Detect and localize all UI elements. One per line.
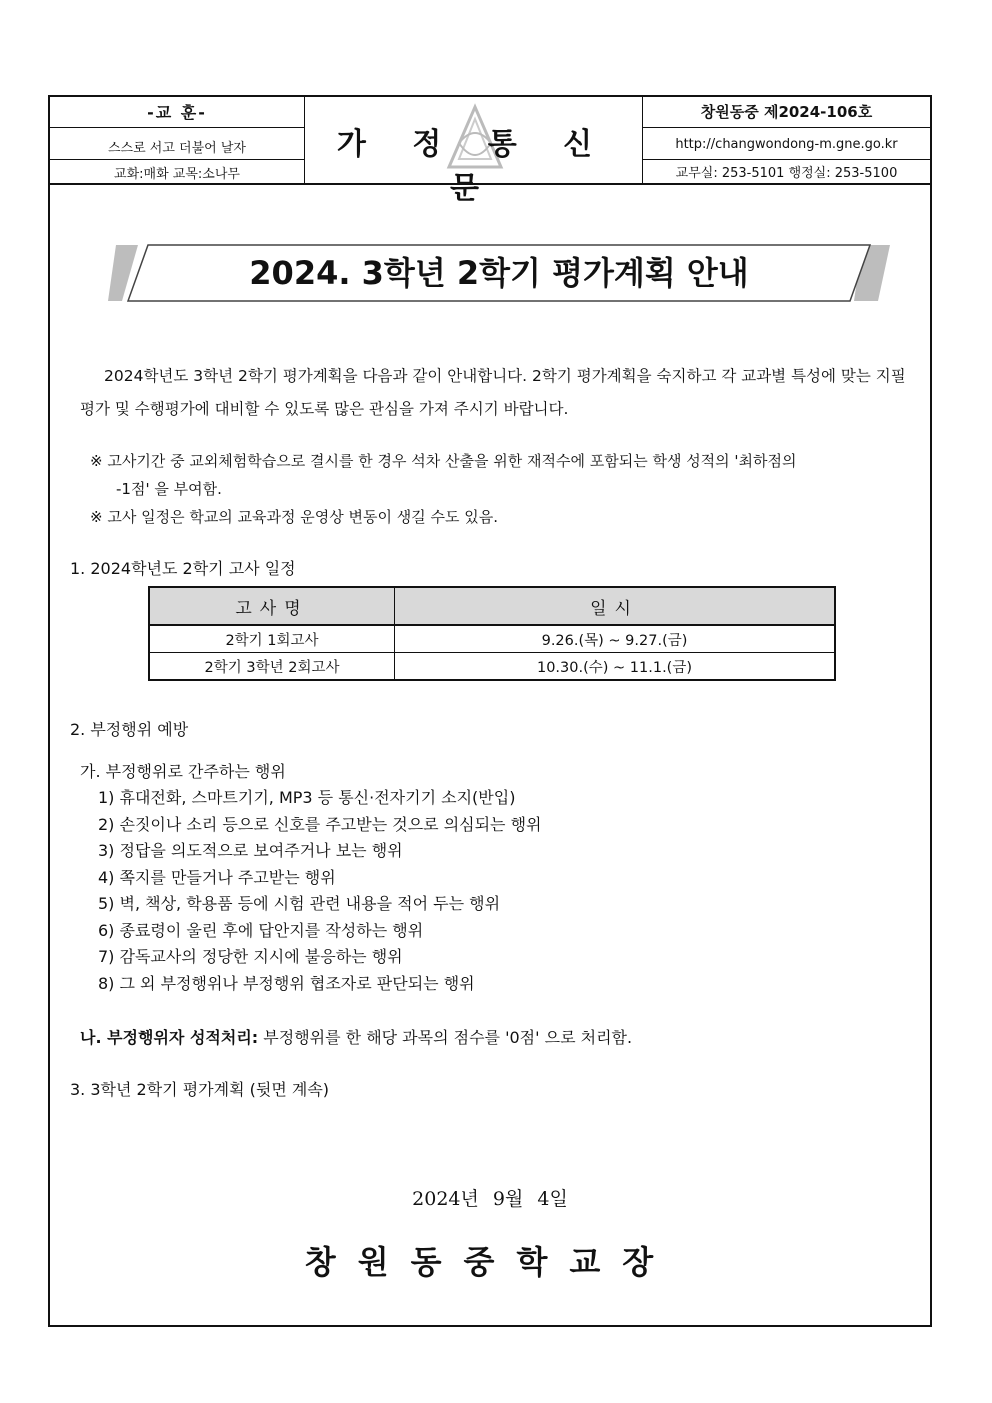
list-item: 4) 쪽지를 만들거나 주고받는 행위 <box>98 868 336 887</box>
note-line: ※ 고사기간 중 교외체험학습으로 결시를 한 경우 석차 산출을 위한 재적수에 포함되는 학생 성적의 '최하점의 <box>90 452 797 470</box>
school-symbols: 교화:매화 교목:소나무 <box>114 167 240 182</box>
title-banner <box>108 243 890 303</box>
section-heading: 3. 3학년 2학기 평가계획 (뒷면 계속) <box>70 1080 330 1099</box>
divider <box>50 127 304 128</box>
divider <box>50 159 304 160</box>
note-line: -1점' 을 부여함. <box>116 480 222 498</box>
newsletter-header <box>50 97 930 206</box>
list-item: 5) 벽, 책상, 학용품 등에 시험 관련 내용을 적어 두는 행위 <box>98 894 501 913</box>
table-row <box>149 625 835 653</box>
subsection-heading: 가. 부정행위로 간주하는 행위 <box>80 762 286 781</box>
school-motto-box <box>50 97 305 183</box>
list-item: 3) 정답을 의도적으로 보여주거나 보는 행위 <box>98 841 403 860</box>
intro-paragraph: 2024학년도 3학년 2학기 평가계획을 다음과 같이 안내합니다. 2학기 평가계획을 숙지하고 각 교과별 특성에 맞는 지필평가 및 수행평가에 대비할 수 있도록 많은 관심을 가져 주시기 바랍니다. <box>80 367 906 418</box>
school-url-link[interactable]: http://changwondong-m.gne.go.kr <box>675 137 898 152</box>
penalty-text: 부정행위를 한 해당 과목의 점수를 '0점' 으로 처리함. <box>263 1028 633 1047</box>
contact-phones: 교무실: 253-5101 행정실: 253-5100 <box>675 166 898 181</box>
motto-text: 스스로 서고 더불어 날자 <box>108 141 246 156</box>
penalty-line <box>80 1025 632 1048</box>
table-cell: 2학기 3학년 2회고사 <box>149 653 395 681</box>
list-item: 6) 종료령이 울린 후에 답안지를 작성하는 행위 <box>98 921 424 940</box>
section-heading: 1. 2024학년도 2학기 고사 일정 <box>70 559 296 578</box>
table-row <box>149 653 835 681</box>
note-line: ※ 고사 일정은 학교의 교육과정 운영상 변동이 생길 수도 있음. <box>90 508 499 526</box>
issue-date: 2024년 9월 4일 <box>412 1188 568 1210</box>
motto-title: -교 훈- <box>147 103 207 122</box>
table-header-exam: 고사명 <box>149 587 395 625</box>
divider <box>643 159 930 160</box>
list-item: 8) 그 외 부정행위나 부정행위 협조자로 판단되는 행위 <box>98 974 475 993</box>
list-item: 1) 휴대전화, 스마트기기, MP3 등 통신·전자기기 소지(반입) <box>98 788 516 807</box>
school-principal: 창원동중학교장 <box>304 1243 676 1281</box>
list-item: 7) 감독교사의 정당한 지시에 불응하는 행위 <box>98 947 403 966</box>
paper-title: 가 정 통 신 문 <box>336 127 611 206</box>
table-header-date: 일시 <box>395 587 836 625</box>
issue-number: 창원동중 제2024-106호 <box>700 103 873 121</box>
issue-info-box <box>643 97 930 183</box>
table-cell: 9.26.(목) ~ 9.27.(금) <box>395 625 836 653</box>
penalty-label: 나. 부정행위자 성적처리: <box>80 1028 259 1047</box>
table-cell: 10.30.(수) ~ 11.1.(금) <box>395 653 836 681</box>
document-title: 2024. 3학년 2학기 평가계획 안내 <box>249 254 749 292</box>
exam-schedule-table <box>148 586 836 681</box>
divider <box>643 127 930 128</box>
paper-title-box <box>305 97 643 206</box>
list-item: 2) 손짓이나 소리 등으로 신호를 주고받는 것으로 의심되는 행위 <box>98 815 542 834</box>
table-cell: 2학기 1회고사 <box>149 625 395 653</box>
newsletter-frame <box>48 95 932 1327</box>
section-heading: 2. 부정행위 예방 <box>70 720 189 739</box>
